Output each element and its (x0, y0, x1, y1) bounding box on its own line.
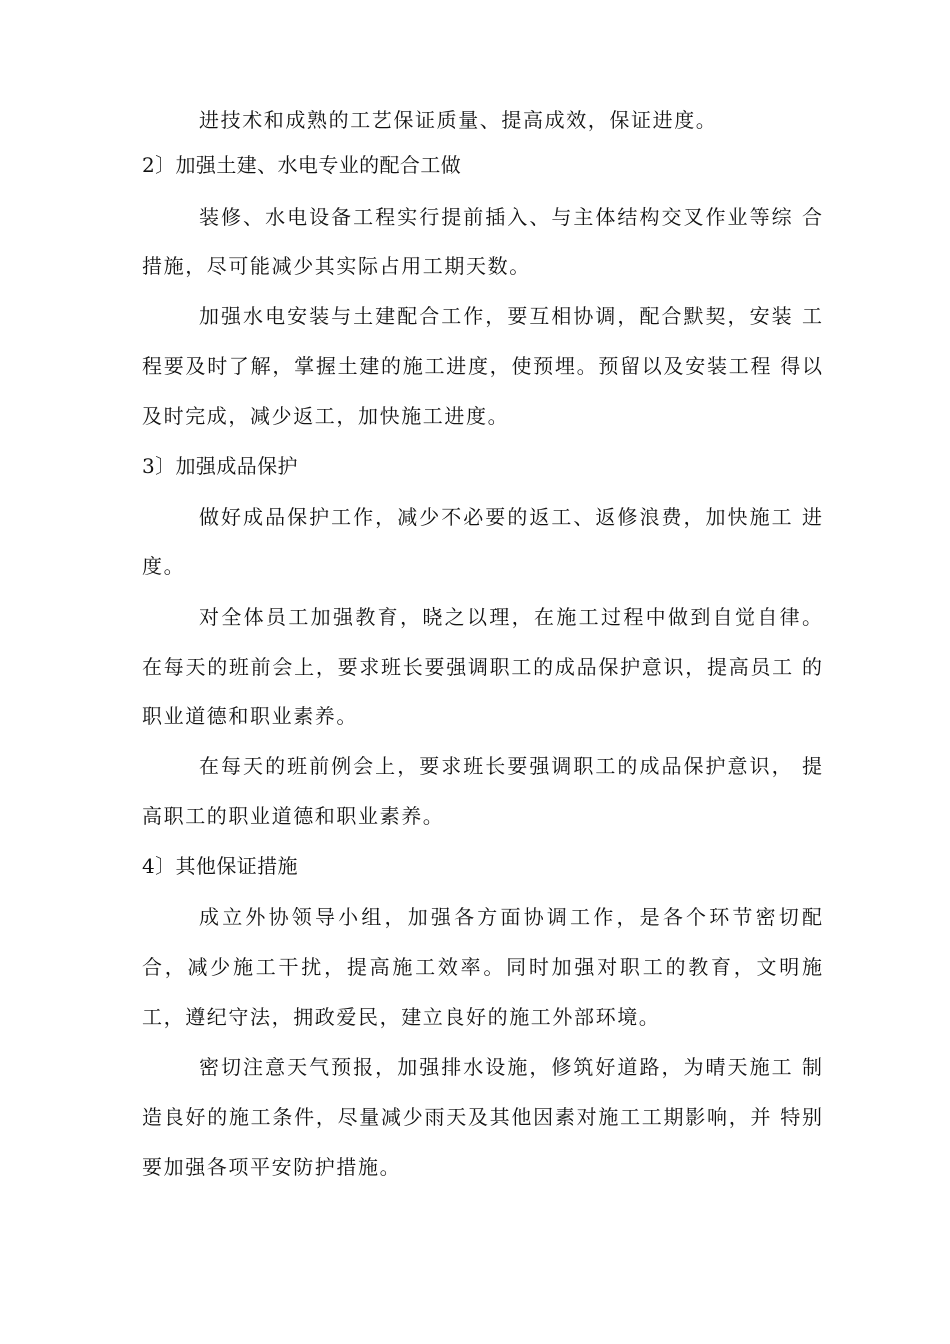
paragraph-line: 造良好的施工条件，尽量减少雨天及其他因素对施工工期影响，并 特别 (142, 1105, 822, 1129)
paragraph-line: 程要及时了解，掌握土建的施工进度，使预埋。预留以及安装工程 得以 (142, 354, 822, 378)
paragraph-line: 职业道德和职业素养。 (142, 704, 358, 728)
paragraph-line: 合，减少施工干扰，提高施工效率。同时加强对职工的教育，文明施 (142, 955, 822, 979)
paragraph-line: 成立外协领导小组，加强各方面协调工作，是各个环节密切配 (199, 905, 822, 929)
paragraph-line: 工，遵纪守法，拥政爱民，建立良好的施工外部环境。 (142, 1005, 661, 1029)
paragraph-line: 密切注意天气预报，加强排水设施，修筑好道路，为晴天施工 制 (199, 1055, 822, 1079)
paragraph-line: 在每天的班前例会上，要求班长要强调职工的成品保护意识， 提 (199, 754, 822, 778)
section-heading-2: 2〕加强土建、水电专业的配合工做 (142, 153, 462, 177)
paragraph-line: 度。 (142, 554, 186, 578)
paragraph-line: 做好成品保护工作，减少不必要的返工、返修浪费，加快施工 进 (199, 505, 822, 529)
paragraph-line: 对全体员工加强教育，晓之以理，在施工过程中做到自觉自律。 (199, 605, 822, 629)
paragraph-line: 措施，尽可能减少其实际占用工期天数。 (142, 254, 531, 278)
section-heading-4: 4〕其他保证措施 (142, 854, 298, 878)
paragraph-line: 在每天的班前会上，要求班长要强调职工的成品保护意识，提高员工 的 (142, 655, 822, 679)
paragraph-line: 高职工的职业道德和职业素养。 (142, 804, 445, 828)
paragraph-line: 进技术和成熟的工艺保证质量、提高成效，保证进度。 (199, 108, 718, 132)
section-heading-3: 3〕加强成品保护 (142, 454, 298, 478)
paragraph-line: 装修、水电设备工程实行提前插入、与主体结构交叉作业等综 合 (199, 205, 822, 229)
paragraph-line: 要加强各项平安防护措施。 (142, 1155, 402, 1179)
paragraph-line: 加强水电安装与土建配合工作，要互相协调，配合默契，安装 工 (199, 304, 822, 328)
paragraph-line: 及时完成，减少返工，加快施工进度。 (142, 404, 510, 428)
